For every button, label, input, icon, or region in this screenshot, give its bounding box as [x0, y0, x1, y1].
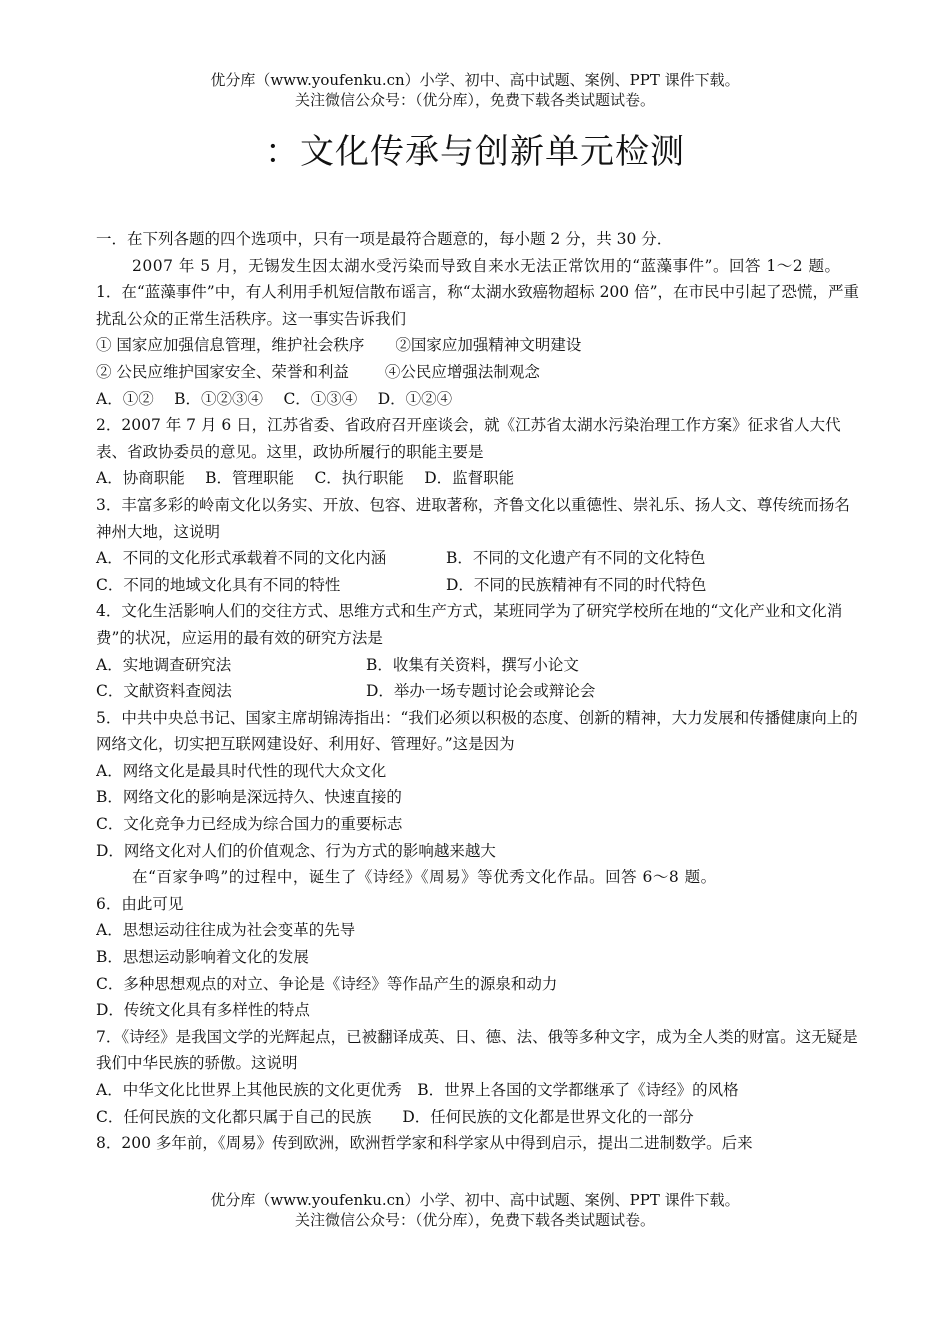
question-7-options-ab: A．中华文化比世界上其他民族的文化更优秀 B．世界上各国的文学都继承了《诗经》的风格 [96, 1081, 739, 1099]
page-title: ：文化传承与创新单元检测 [265, 132, 685, 172]
question-5-stem: 5．中共中央总书记、国家主席胡锦涛指出：“我们必须以积极的态度、创新的精神，大力发展和传播健康向上的网络文化，切实把互联网建设好、利用好、管理好。”这是因为 [96, 708, 858, 754]
section-heading: 一．在下列各题的四个选项中，只有一项是最符合题意的，每小题 2 分，共 30 分． [96, 230, 673, 248]
question-4-stem: 4．文化生活影响人们的交往方式、思维方式和生产方式，某班同学为了研究学校所在地的“文化产业和文化消费”的状况，应运用的最有效的研究方法是 [96, 602, 843, 647]
header-line-1: 优分库（www.youfenku.cn）小学、初中、高中试题、案例、PPT 课件下载。 [210, 71, 740, 89]
question-4-options-row-1 [96, 652, 860, 679]
question-7-options-cd: C．任何民族的文化都只属于自己的民族 D．任何民族的文化都是世界文化的一部分 [96, 1107, 694, 1126]
footer-line-2: 关注微信公众号：（优分库），免费下载各类试题试卷。 [294, 1211, 655, 1229]
question-3-options-row-2 [96, 572, 860, 599]
question-4-options-row-2 [96, 678, 860, 705]
question-3-option-d: D．不同的民族精神有不同的时代特色 [446, 575, 707, 594]
question-6-option-a: A．思想运动往往成为社会变革的先导 [96, 921, 356, 940]
question-3-option-a: A．不同的文化形式承载着不同的文化内涵 [96, 549, 387, 568]
question-6-option-d: D．传统文化具有多样性的特点 [96, 1001, 310, 1020]
exam-content [96, 226, 860, 1157]
question-5-option-a: A．网络文化是最具时代性的现代大众文化 [96, 761, 387, 780]
question-5-option-d: D．网络文化对人们的价值观念、行为方式的影响越来越大 [96, 841, 496, 860]
question-8-stem: 8．200 多年前，《周易》传到欧洲，欧洲哲学家和科学家从中得到启示，提出二进制数学。后来 [96, 1134, 753, 1153]
footer-line-1: 优分库（www.youfenku.cn）小学、初中、高中试题、案例、PPT 课件下载。 [210, 1191, 740, 1209]
question-7-stem: 7．《诗经》是我国文学的光辉起点，已被翻译成英、日、德、法、俄等多种文字，成为全人类的财富。这无疑是我们中华民族的骄傲。这说明 [96, 1027, 858, 1073]
question-3-option-b: B．不同的文化遗产有不同的文化特色 [446, 549, 706, 568]
question-1-options: A．①② B．①②③④ C．①③④ D．①②④ [96, 389, 453, 408]
intro-passage-2: 在“百家争鸣”的过程中，诞生了《诗经》《周易》等优秀文化作品。回答 6～8 题。 [132, 868, 717, 887]
question-4-option-b: B．收集有关资料，撰写小论文 [366, 655, 579, 674]
question-1-stem: 1．在“蓝藻事件”中，有人利用手机短信散布谣言，称“太湖水致癌物超标 200 倍”，在市民中引起了恐慌，严重扰乱公众的正常生活秩序。这一事实告诉我们 [96, 283, 859, 328]
question-1-statement-line-2: ② 公民应维护国家安全、荣誉和利益 ④公民应增强法制观念 [96, 362, 540, 381]
question-4-option-c: C．文献资料查阅法 [96, 682, 232, 701]
question-5-option-b: B．网络文化的影响是深远持久、快速直接的 [96, 788, 402, 807]
question-3-options-row-1 [96, 545, 860, 572]
question-5-option-c: C．文化竞争力已经成为综合国力的重要标志 [96, 815, 403, 834]
page-footer [0, 1190, 950, 1230]
question-4-option-a: A．实地调查研究法 [96, 655, 232, 674]
question-2-stem: 2．2007 年 7 月 6 日，江苏省委、省政府召开座谈会，就《江苏省太湖水污染治理工作方案》征求省人大代表、省政协委员的意见。这里，政协所履行的职能主要是 [96, 416, 841, 461]
question-6-option-c: C．多种思想观点的对立、争论是《诗经》等作品产生的源泉和动力 [96, 974, 558, 993]
question-1-statement-line-1: ① 国家应加强信息管理，维护社会秩序 ②国家应加强精神文明建设 [96, 336, 582, 355]
header-line-2: 关注微信公众号：（优分库），免费下载各类试题试卷。 [294, 91, 655, 109]
question-3-option-c: C．不同的地域文化具有不同的特性 [96, 575, 341, 594]
question-4-option-d: D．举办一场专题讨论会或辩论会 [366, 682, 596, 701]
question-3-stem: 3．丰富多彩的岭南文化以务实、开放、包容、进取著称，齐鲁文化以重德性、崇礼乐、扬人文、尊传统而扬名神州大地，这说明 [96, 495, 850, 541]
question-6-option-b: B．思想运动影响着文化的发展 [96, 948, 309, 967]
intro-passage-1: 2007 年 5 月，无锡发生因太湖水受污染而导致自来水无法正常饮用的“蓝藻事件”。回答 1～2 题。 [132, 256, 841, 275]
page-header [0, 70, 950, 110]
question-6-stem: 6．由此可见 [96, 894, 184, 913]
question-2-options: A．协商职能 B．管理职能 C．执行职能 D．监督职能 [96, 469, 515, 488]
